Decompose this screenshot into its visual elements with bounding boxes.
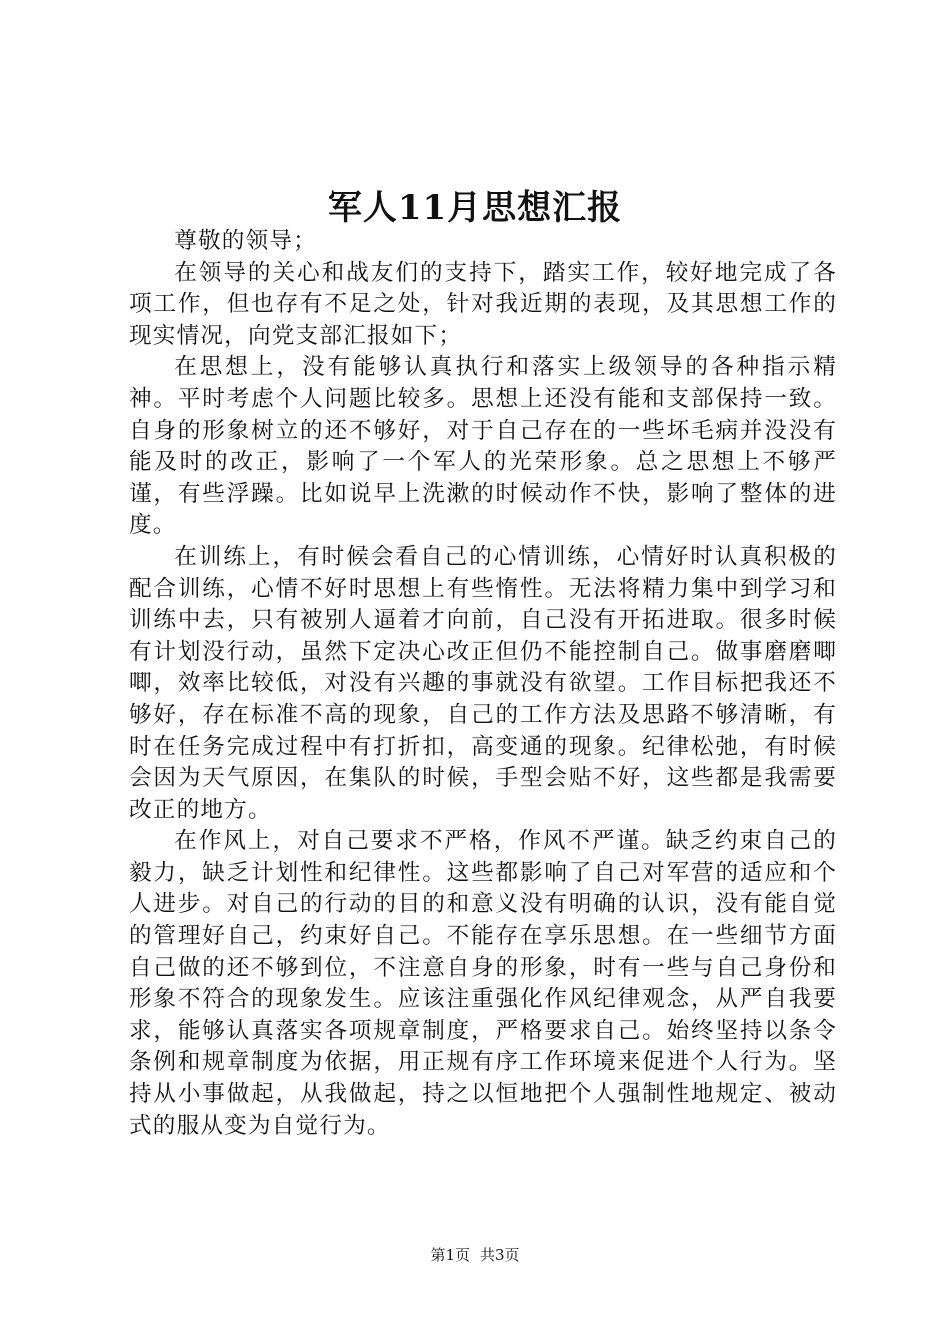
paragraph-style: 在作风上，对自己要求不严格，作风不严谨。缺乏约束自己的毅力，缺乏计划性和纪律性。这些都影响了自己对军营的适应和个人进步。对自己的行动的目的和意义没有明确的认识，没有能自觉的管理好自己，约束好自己。不能存在享乐思想。在一些细节方面自己做的还不够到位，不注意自身的形象，时有一些与自己身份和形象不符合的现象发生。应该注重强化作风纪律观念，从严自我要求，能够认真落实各项规章制度，严格要求自己。始终坚持以条令条例和规章制度为依据，用正规有序工作环境来促进个人行为。坚持从小事做起，从我做起，持之以恒地把个人强制性地规定、被动式的服从变为自觉行为。: [129, 828, 837, 1139]
page-number: 第1页: [430, 1246, 470, 1264]
page-total: 共3页: [480, 1246, 520, 1264]
document-body: [129, 226, 837, 1142]
document-title: 军人11月思想汇报: [327, 188, 623, 228]
salutation: 尊敬的领导；: [174, 228, 317, 254]
paragraph-intro: 在领导的关心和战友们的支持下，踏实工作，较好地完成了各项工作，但也存有不足之处，针对我近期的表现，及其思想工作的现实情况，向党支部汇报如下；: [129, 259, 837, 349]
paragraph-thought: 在思想上，没有能够认真执行和落实上级领导的各种指示精神。平时考虑个人问题比较多。思想上还没有能和支部保持一致。自身的形象树立的还不够好，对于自己存在的一些坏毛病并没没有能及时的改正，影响了一个军人的光荣形象。总之思想上不够严谨，有些浮躁。比如说早上洗漱的时候动作不快，影响了整体的进度。: [129, 354, 837, 539]
paragraph-training: 在训练上，有时候会看自己的心情训练，心情好时认真积极的配合训练，心情不好时思想上有些惰性。无法将精力集中到学习和训练中去，只有被别人逼着才向前，自己没有开拓进取。很多时候有计划没行动，虽然下定决心改正但仍不能控制自己。做事磨磨唧唧，效率比较低，对没有兴趣的事就没有欲望。工作目标把我还不够好，存在标准不高的现象，自己的工作方法及思路不够清晰，有时在任务完成过程中有打折扣，高变通的现象。纪律松弛，有时候会因为天气原因，在集队的时候，手型会贴不好，这些都是我需要改正的地方。: [129, 543, 837, 823]
page-footer: [0, 1245, 950, 1265]
